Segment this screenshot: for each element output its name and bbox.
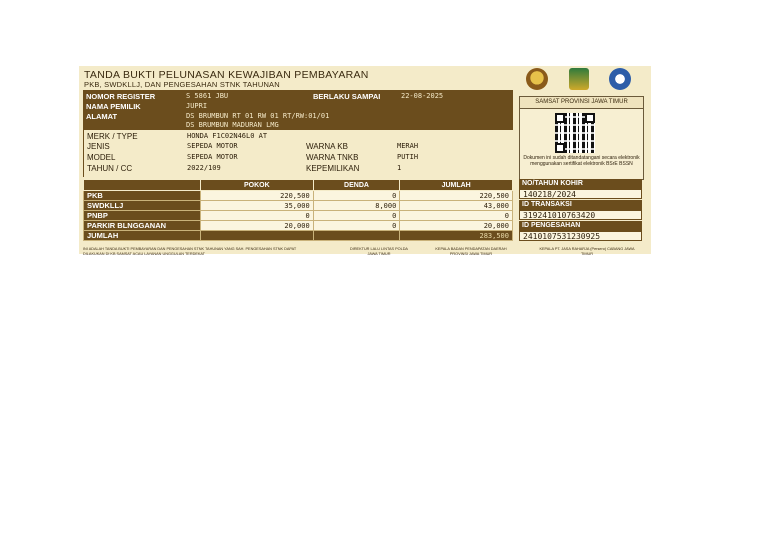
fee-jumlah: 20,000	[400, 221, 513, 231]
fee-denda: 0	[313, 221, 400, 231]
transaksi-value: 319241010763420	[519, 210, 642, 220]
pengesahan-value: 2410107531230925	[519, 231, 642, 241]
fee-pokok: 0	[201, 211, 314, 221]
fee-row-label: PARKIR BLNGGANAN	[84, 221, 201, 231]
nama-pemilik-value: JUPRI	[186, 102, 208, 110]
fee-table	[83, 179, 513, 241]
table-row	[84, 201, 513, 211]
qr-panel	[519, 108, 644, 180]
side-ids	[519, 179, 642, 241]
warna-tnkb-value: PUTIH	[397, 153, 419, 161]
fee-jumlah: 43,000	[400, 201, 513, 211]
footer-direktur: DIREKTUR LALU LINTAS POLDA JAWA TIMUR	[350, 247, 408, 256]
jasa-raharja-logo-icon	[609, 68, 631, 90]
fee-pokok: 35,000	[201, 201, 314, 211]
alamat-label: ALAMAT	[86, 112, 118, 121]
pengesahan-label: ID PENGESAHAN	[519, 221, 642, 231]
police-emblem-icon	[526, 68, 548, 90]
nomor-register-value: S 5861 JBU	[186, 92, 229, 100]
tahun-cc-label: TAHUN / CC	[87, 164, 133, 173]
merk-value: HONDA F1C02N46L0 AT	[187, 132, 268, 140]
table-row	[84, 191, 513, 201]
fee-header-blank	[84, 180, 201, 191]
kohir-label: NO/TAHUN KOHIR	[519, 179, 642, 189]
footer-kepala-bapenda: KEPALA BADAN PENDAPATAN DAERAH PROVINSI JAWA TIMUR	[435, 247, 507, 256]
tax-receipt-document	[79, 66, 651, 254]
east-java-emblem-icon	[569, 68, 589, 90]
qr-caption: Dokumen ini sudah ditandatangani secara elektronik menggunakan sertifikat elektronik BSrE BSSN	[523, 155, 640, 167]
warna-kb-label: WARNA KB	[306, 142, 348, 151]
model-label: MODEL	[87, 153, 116, 162]
merk-label: MERK / TYPE	[87, 132, 138, 141]
kepemilikan-label: KEPEMILIKAN	[306, 164, 360, 173]
vehicle-panel	[83, 130, 514, 177]
table-row	[84, 211, 513, 221]
kepemilikan-value: 1	[397, 164, 402, 172]
fee-total-value: 283,500	[400, 231, 513, 241]
fee-pokok: 220,500	[201, 191, 314, 201]
fee-denda: 0	[313, 191, 400, 201]
tahun-cc-value: 2022/109	[187, 164, 221, 172]
fee-row-label: PNBP	[84, 211, 201, 221]
fee-header-pokok: POKOK	[201, 180, 314, 191]
footer-kepala-jasa: KEPALA PT. JASA RAHARJA (Persero) CABANG JAWA TIMUR	[539, 247, 635, 256]
fee-denda: 0	[313, 211, 400, 221]
fee-jumlah: 0	[400, 211, 513, 221]
alamat-line2: DS BRUMBUN MADURAN LMG	[186, 121, 279, 129]
nomor-register-label: NOMOR REGISTER	[86, 92, 156, 101]
receipt-title: TANDA BUKTI PELUNASAN KEWAJIBAN PEMBAYARAN	[84, 69, 369, 81]
warna-kb-value: MERAH	[397, 142, 419, 150]
warna-tnkb-label: WARNA TNKB	[306, 153, 359, 162]
kohir-value: 140218/2024	[519, 189, 642, 199]
registration-panel	[83, 90, 513, 130]
fee-denda: 8,000	[313, 201, 400, 211]
qr-finder-top-left	[555, 113, 565, 123]
fee-table-header	[84, 180, 513, 191]
jenis-label: JENIS	[87, 142, 110, 151]
receipt-subtitle: PKB, SWDKLLJ, DAN PENGESAHAN STNK TAHUNAN	[84, 80, 280, 89]
berlaku-value: 22-08-2025	[401, 92, 444, 100]
alamat-line1: DS BRUMBUN RT 01 RW 01 RT/RW:01/01	[186, 112, 330, 120]
model-value: SEPEDA MOTOR	[187, 153, 238, 161]
fee-header-denda: DENDA	[313, 180, 400, 191]
fee-total-blank1	[201, 231, 314, 241]
fee-total-blank2	[313, 231, 400, 241]
fee-total-label: JUMLAH	[84, 231, 201, 241]
qr-finder-top-right	[585, 113, 595, 123]
qr-code-icon	[555, 113, 595, 153]
berlaku-label: BERLAKU SAMPAI	[313, 92, 381, 101]
fee-jumlah: 220,500	[400, 191, 513, 201]
footer-note: INI ADALAH TANDA BUKTI PEMBAYARAN DAN PENGESAHAN STNK TAHUNAN YANG SAH. PENGESAHAN STNK DAPAT DILAKUKAN DI KB SAMSAT ACAU LAYANAN UNGGULAN TERDEKAT	[83, 247, 297, 256]
table-row	[84, 221, 513, 231]
jenis-value: SEPEDA MOTOR	[187, 142, 238, 150]
samsat-label: SAMSAT PROVINSI JAWA TIMUR	[519, 96, 644, 109]
fee-row-label: SWDKLLJ	[84, 201, 201, 211]
fee-total-row	[84, 231, 513, 241]
fee-header-jumlah: JUMLAH	[400, 180, 513, 191]
fee-pokok: 20,000	[201, 221, 314, 231]
qr-finder-bottom-left	[555, 143, 565, 153]
fee-row-label: PKB	[84, 191, 201, 201]
transaksi-label: ID TRANSAKSI	[519, 200, 642, 210]
nama-pemilik-label: NAMA PEMILIK	[86, 102, 141, 111]
